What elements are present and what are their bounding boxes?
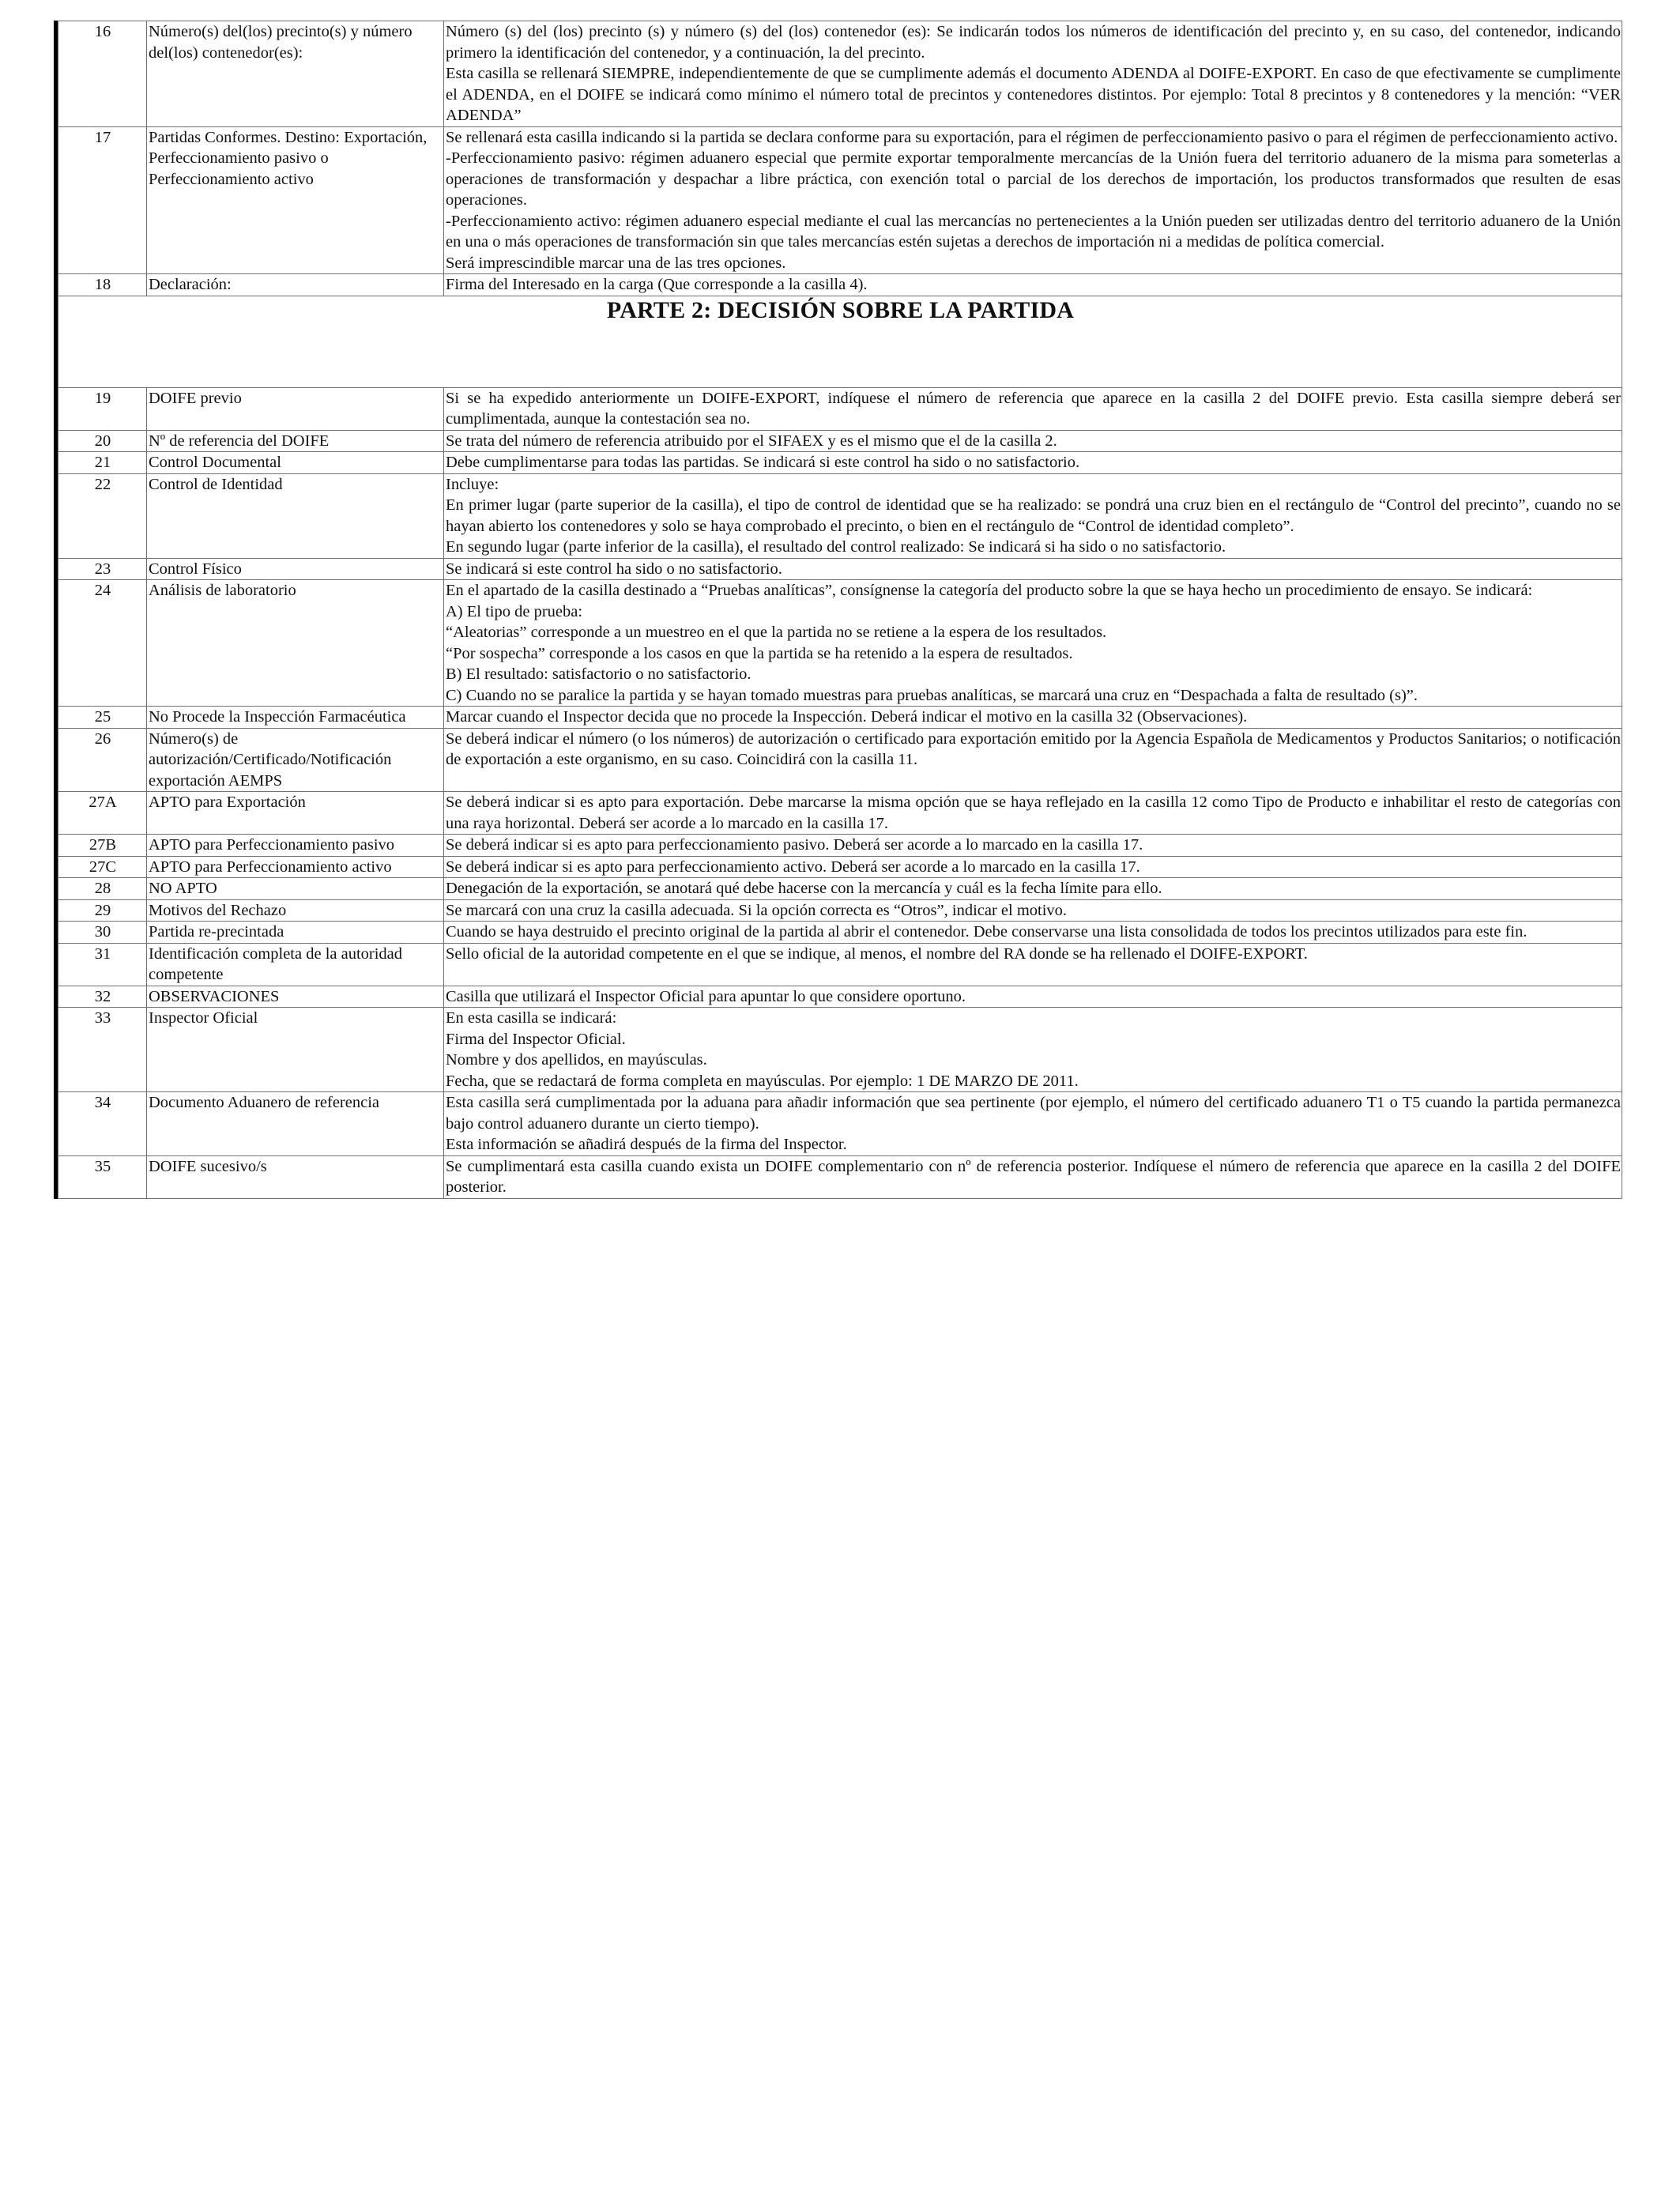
description-paragraph: Se trata del número de referencia atribuido por el SIFAEX y es el mismo que el de la casilla 2. — [446, 432, 1057, 450]
description-paragraph: Se rellenará esta casilla indicando si la partida se declara conforme para su exportación, para el régimen de perfeccionamiento pasivo o para el régimen de perfeccionamiento activo. — [446, 128, 1618, 146]
field-description — [444, 473, 1622, 558]
field-description — [444, 1008, 1622, 1092]
table-row — [58, 835, 1622, 857]
description-paragraph: Fecha, que se redactará de forma completa en mayúsculas. Por ejemplo: 1 DE MARZO DE 2011. — [446, 1072, 1079, 1090]
description-paragraph: Sello oficial de la autoridad competente en el que se indique, al menos, el nombre del RA donde se ha rellenado el DOIFE-EXPORT. — [446, 944, 1308, 963]
field-description — [444, 452, 1622, 474]
field-number: 25 — [58, 707, 147, 729]
table-row — [58, 878, 1622, 900]
field-number: 27C — [58, 856, 147, 878]
table-row — [58, 387, 1622, 430]
table-row — [58, 943, 1622, 986]
description-paragraph: En primer lugar (parte superior de la casilla), el tipo de control de identidad que se ha realizado: se pondrá una cruz bien en el rectángulo de “Control del precinto”, cuando no se hayan abierto los contenedores y solo se haya comprobado el precinto, o bien en el rectángulo de “Control de identidad completo”. — [446, 496, 1621, 535]
table-row — [58, 1008, 1622, 1092]
description-paragraph: Se deberá indicar si es apto para perfeccionamiento activo. Deberá ser acorde a lo marcado en la casilla 17. — [446, 858, 1140, 876]
table-row — [58, 274, 1622, 296]
field-description — [444, 943, 1622, 986]
field-description — [444, 1155, 1622, 1198]
description-paragraph: Será imprescindible marcar una de las tres opciones. — [446, 254, 786, 272]
description-paragraph: Se cumplimentará esta casilla cuando exista un DOIFE complementario con nº de referencia posterior. Indíquese el número de referencia que aparece en la casilla 2 del DOIFE posterior. — [446, 1157, 1621, 1196]
field-label: Identificación completa de la autoridad competente — [147, 943, 444, 986]
description-paragraph: Si se ha expedido anteriormente un DOIFE-EXPORT, indíquese el número de referencia que aparece en la casilla 2 del DOIFE previo. Esta casilla siempre deberá ser cumplimentada, aunque la contestación sea no. — [446, 389, 1621, 428]
part1-rows — [58, 21, 1622, 296]
description-paragraph: Se deberá indicar el número (o los números) de autorización o certificado para exportación emitido por la Agencia Española de Medicamentos y Productos Sanitarios; o notificación de exportación a este organismo, en su caso. Coincidirá con la casilla 11. — [446, 729, 1621, 768]
description-paragraph: Número (s) del (los) precinto (s) y número (s) del (los) contenedor (es): Se indicarán todos los números de identificación del precinto y, en su caso, del contenedor, indicando primero la identificación del contenedor, y a continuación, la del precinto. — [446, 23, 1621, 62]
description-paragraph: Esta casilla será cumplimentada por la aduana para añadir información que sea pertinente (por ejemplo, el número del certificado aduanero T1 o T5 cuando la partida permanezca bajo control aduanero durante un cierto tiempo). — [446, 1094, 1621, 1133]
table-row — [58, 430, 1622, 452]
field-description — [444, 899, 1622, 922]
table-row — [58, 899, 1622, 922]
field-label: Inspector Oficial — [147, 1008, 444, 1092]
field-number: 27A — [58, 792, 147, 835]
field-number: 33 — [58, 1008, 147, 1092]
description-paragraph: Debe cumplimentarse para todas las partidas. Se indicará si este control ha sido o no satisfactorio. — [446, 454, 1080, 471]
field-description — [444, 856, 1622, 878]
field-label: Análisis de laboratorio — [147, 580, 444, 707]
table-row — [58, 792, 1622, 835]
field-label: Partidas Conformes. Destino: Exportación, Perfeccionamiento pasivo o Perfeccionamiento activo — [147, 126, 444, 274]
part2-rows — [58, 387, 1622, 1198]
description-paragraph: Casilla que utilizará el Inspector Oficial para apuntar lo que considere oportuno. — [446, 987, 966, 1005]
field-label: NO APTO — [147, 878, 444, 900]
table-row — [58, 473, 1622, 558]
field-label: Control Físico — [147, 558, 444, 580]
field-label: No Procede la Inspección Farmacéutica — [147, 707, 444, 729]
field-label: Control Documental — [147, 452, 444, 474]
field-label: Declaración: — [147, 274, 444, 296]
table-row — [58, 21, 1622, 127]
field-number: 32 — [58, 986, 147, 1008]
table-row — [58, 856, 1622, 878]
field-number: 20 — [58, 430, 147, 452]
description-paragraph: Denegación de la exportación, se anotará qué debe hacerse con la mercancía y cuál es la fecha límite para ello. — [446, 880, 1162, 897]
field-description — [444, 922, 1622, 944]
field-description — [444, 580, 1622, 707]
table-row — [58, 580, 1622, 707]
field-number: 26 — [58, 728, 147, 792]
description-paragraph: Nombre y dos apellidos, en mayúsculas. — [446, 1051, 707, 1069]
description-paragraph: Se deberá indicar si es apto para exportación. Debe marcarse la misma opción que se haya reflejado en la casilla 12 como Tipo de Producto e inhabilitar el resto de categorías con una raya horizontal. Deberá ser acorde a lo marcado en la casilla 17. — [446, 794, 1621, 832]
instructions-document — [54, 21, 1622, 1199]
table-row — [58, 986, 1622, 1008]
table-row — [58, 1092, 1622, 1156]
table-row — [58, 452, 1622, 474]
description-paragraph: Se indicará si este control ha sido o no satisfactorio. — [446, 560, 782, 578]
field-description — [444, 728, 1622, 792]
table-row — [58, 1155, 1622, 1198]
section-header-cell — [58, 296, 1622, 387]
description-paragraph: En esta casilla se indicará: — [446, 1009, 617, 1027]
field-number: 31 — [58, 943, 147, 986]
description-paragraph: Esta casilla se rellenará SIEMPRE, independientemente de que se cumplimente además el documento ADENDA al DOIFE-EXPORT. En caso de que efectivamente se cumplimente el ADENDA, en el DOIFE se indicará como mínimo el número total de precintos y contenedores distintos. Por ejemplo: Total 8 precintos y 8 contenedores y la mención: “VER ADENDA” — [446, 65, 1621, 124]
field-description — [444, 21, 1622, 127]
description-paragraph: B) El resultado: satisfactorio o no satisfactorio. — [446, 665, 751, 683]
description-paragraph: En segundo lugar (parte inferior de la casilla), el resultado del control realizado: Se indicará si ha sido o no satisfactorio. — [446, 538, 1226, 556]
description-paragraph: Se marcará con una cruz la casilla adecuada. Si la opción correcta es “Otros”, indicar el motivo. — [446, 901, 1068, 919]
field-number: 24 — [58, 580, 147, 707]
description-paragraph: “Por sospecha” corresponde a los casos en que la partida se ha retenido a la espera de resultados. — [446, 644, 1073, 662]
field-number: 18 — [58, 274, 147, 296]
description-paragraph: Firma del Inspector Oficial. — [446, 1030, 626, 1048]
field-description — [444, 274, 1622, 296]
field-label: OBSERVACIONES — [147, 986, 444, 1008]
description-paragraph: -Perfeccionamiento activo: régimen aduanero especial mediante el cual las mercancías no pertenecientes a la Unión pueden ser utilizadas dentro del territorio aduanero de la Unión en una o más operaciones de transformación sin que tales mercancías estén sujetas a derechos de importación ni a medidas de política comercial. — [446, 212, 1621, 251]
field-description — [444, 986, 1622, 1008]
description-paragraph: A) El tipo de prueba: — [446, 602, 583, 620]
field-label: Motivos del Rechazo — [147, 899, 444, 922]
field-number: 23 — [58, 558, 147, 580]
description-paragraph: Esta información se añadirá después de la firma del Inspector. — [446, 1136, 847, 1153]
field-label: APTO para Perfeccionamiento pasivo — [147, 835, 444, 857]
field-description — [444, 430, 1622, 452]
section-header-row — [58, 296, 1622, 387]
field-label: DOIFE previo — [147, 387, 444, 430]
field-number: 30 — [58, 922, 147, 944]
field-label: Control de Identidad — [147, 473, 444, 558]
field-description — [444, 1092, 1622, 1156]
description-paragraph: Marcar cuando el Inspector decida que no procede la Inspección. Deberá indicar el motivo en la casilla 32 (Observaciones). — [446, 708, 1248, 726]
field-number: 22 — [58, 473, 147, 558]
field-number: 29 — [58, 899, 147, 922]
field-number: 34 — [58, 1092, 147, 1156]
description-paragraph: Firma del Interesado en la carga (Que corresponde a la casilla 4). — [446, 276, 868, 293]
field-label: Nº de referencia del DOIFE — [147, 430, 444, 452]
field-description — [444, 835, 1622, 857]
description-paragraph: C) Cuando no se paralice la partida y se hayan tomado muestras para pruebas analíticas, se marcará una cruz en “Despachada a falta de resultado (s)”. — [446, 686, 1418, 704]
field-description — [444, 878, 1622, 900]
field-description — [444, 792, 1622, 835]
description-paragraph: En el apartado de la casilla destinado a “Pruebas analíticas”, consígnense la categoría del producto sobre la que se haya hecho un procedimiento de ensayo. Se indicará: — [446, 582, 1533, 599]
field-description — [444, 707, 1622, 729]
description-paragraph: Se deberá indicar si es apto para perfeccionamiento pasivo. Deberá ser acorde a lo marcado en la casilla 17. — [446, 836, 1143, 854]
description-paragraph: “Aleatorias” corresponde a un muestreo en el que la partida no se retiene a la espera de los resultados. — [446, 624, 1107, 641]
field-number: 35 — [58, 1155, 147, 1198]
field-number: 19 — [58, 387, 147, 430]
description-paragraph: -Perfeccionamiento pasivo: régimen aduanero especial que permite exportar temporalmente mercancías de la Unión fuera del territorio aduanero de la misma para someterlas a operaciones de transformación y despachar a libre práctica, con exención total o parcial de los derechos de importación, los productos transformados que resulten de esas operaciones. — [446, 149, 1621, 209]
field-label: Número(s) de autorización/Certificado/Notificación exportación AEMPS — [147, 728, 444, 792]
field-label: Partida re-precintada — [147, 922, 444, 944]
field-label: Documento Aduanero de referencia — [147, 1092, 444, 1156]
table-row — [58, 558, 1622, 580]
field-number: 17 — [58, 126, 147, 274]
field-label: APTO para Perfeccionamiento activo — [147, 856, 444, 878]
field-instructions-table — [58, 21, 1622, 1199]
table-row — [58, 728, 1622, 792]
table-row — [58, 126, 1622, 274]
field-description — [444, 558, 1622, 580]
section-title: PARTE 2: DECISIÓN SOBRE LA PARTIDA — [606, 296, 1075, 323]
description-paragraph: Incluye: — [446, 475, 499, 493]
table-row — [58, 707, 1622, 729]
field-number: 27B — [58, 835, 147, 857]
field-label: Número(s) del(los) precinto(s) y número del(los) contenedor(es): — [147, 21, 444, 127]
table-row — [58, 922, 1622, 944]
field-label: APTO para Exportación — [147, 792, 444, 835]
field-number: 21 — [58, 452, 147, 474]
field-number: 28 — [58, 878, 147, 900]
description-paragraph: Cuando se haya destruido el precinto original de la partida al abrir el contenedor. Debe conservarse una lista consolidada de todos los precintos utilizados para este fin. — [446, 923, 1527, 941]
field-description — [444, 387, 1622, 430]
field-label: DOIFE sucesivo/s — [147, 1155, 444, 1198]
section-header — [58, 296, 1622, 387]
field-description — [444, 126, 1622, 274]
field-number: 16 — [58, 21, 147, 127]
